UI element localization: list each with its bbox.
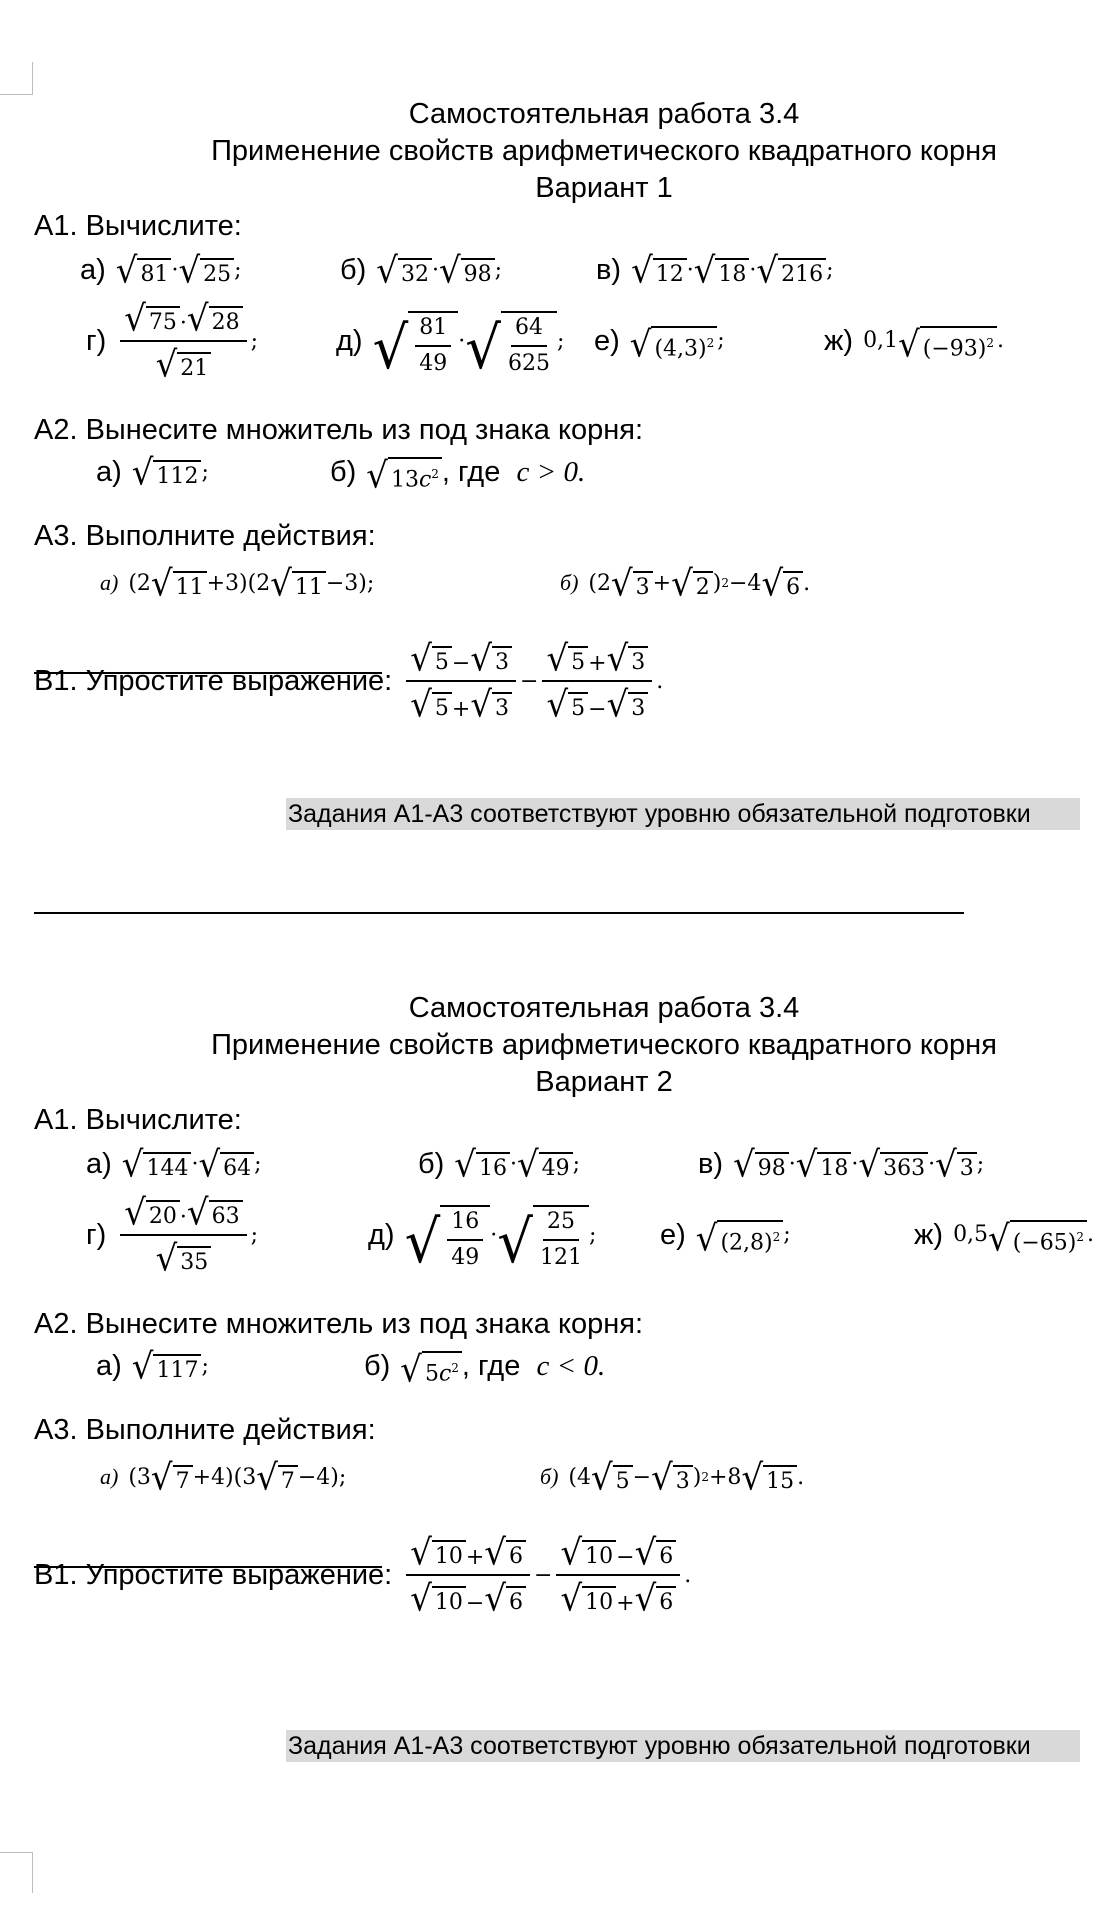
v2-a2-row bbox=[34, 1343, 1080, 1392]
v1-a1-d-expr: √ $\frac{81}{49}$ · √ $\frac{64}{625}$ ; bbox=[373, 305, 565, 377]
v2-a1-g: г) √ 20 · √ 63 √ 35 ; bbox=[86, 1192, 259, 1280]
v1-a3-a: а) (2 √ 11 +3)(2 √ 11 −3); bbox=[100, 563, 375, 605]
v2-a1-heading: А1. Вычислите: bbox=[34, 1104, 242, 1136]
v1-a3-a-expr: (2 √ 11 +3)(2 √ 11 −3); bbox=[128, 563, 375, 605]
v1-a1-g: г) √ 75 · √ 28 √ 21 ; bbox=[86, 298, 259, 386]
variant-1-title-line2: Применение свойств арифметического квадратного корня bbox=[211, 135, 997, 167]
v2-a2-a-expr: √ 117 ; bbox=[131, 1346, 209, 1388]
v1-a1-e: е) √ $(4,3)^2$ ; bbox=[594, 293, 725, 389]
v1-a1-b-expr: √ 32 · √ 98 ; bbox=[376, 250, 503, 292]
v1-a2-b: б) √ $13c^2$ , где c > 0. bbox=[330, 449, 585, 495]
page-corner-mark-top bbox=[0, 62, 33, 95]
v2-a2-b-expr: √ $5c^2$ bbox=[400, 1345, 462, 1387]
variant-1 bbox=[34, 96, 1080, 828]
v1-a1-v: в) √ 12 · √ 18 · √ 216 ; bbox=[596, 250, 834, 292]
v1-a2-row bbox=[34, 449, 1080, 498]
variant-2-title-line3: Вариант 2 bbox=[535, 1066, 673, 1098]
v2-a1-v: в) √ 98 · √ 18 · √ 363 · √ 3 ; bbox=[698, 1144, 985, 1186]
v2-a1-b: б) √ 16 · √ 49 ; bbox=[418, 1144, 581, 1186]
v2-a3-b-expr: (4 √ 5 − √ 3 ) 2 +8 √ 15 . bbox=[568, 1457, 805, 1499]
v2-a1-b-expr: √ 16 · √ 49 ; bbox=[454, 1144, 581, 1186]
variant-2-title-line1: Самостоятельная работа 3.4 bbox=[408, 992, 800, 1024]
variant-2-title-line2: Применение свойств арифметического квадратного корня bbox=[211, 1029, 997, 1061]
v1-a2-b-condition: c > 0. bbox=[516, 455, 586, 488]
v2-a1-d: д) √ $\frac{16}{49}$ · √ $\frac{25}{121}$ ; bbox=[368, 1187, 596, 1283]
v1-a3-b-expr: (2 √ 3 + √ 2 ) 2 −4 √ 6 . bbox=[588, 563, 811, 605]
v1-a1-e-expr: √ $(4,3)^2$ ; bbox=[629, 324, 725, 367]
v1-b1-row bbox=[34, 633, 1080, 729]
v2-a3-row bbox=[34, 1449, 1080, 1505]
v1-a2-heading: А2. Вынесите множитель из под знака корня: bbox=[34, 414, 644, 446]
v2-a2-b-suffix: , где bbox=[461, 1349, 521, 1382]
v2-b1-heading: В1. Упростите выражение: bbox=[34, 1558, 393, 1591]
v1-a1-a: а) √ 81 · √ 25 ; bbox=[80, 250, 242, 292]
v1-b1 bbox=[34, 633, 663, 729]
v2-a2-heading: А2. Вынесите множитель из под знака корня: bbox=[34, 1308, 644, 1340]
v2-level-note: Задания А1-А3 соответствуют уровню обязательной подготовки bbox=[286, 1730, 1080, 1762]
v2-b1 bbox=[34, 1527, 691, 1623]
v2-a3-b: б) (4 √ 5 − √ 3 ) 2 +8 √ 15 . bbox=[540, 1457, 805, 1499]
v2-a1-e: е) √ $(2,8)^2$ ; bbox=[660, 1187, 791, 1283]
variant-1-title-line1: Самостоятельная работа 3.4 bbox=[408, 98, 800, 130]
v2-a1-zh-expr: 0,5 √ $(-65)^2$ . bbox=[953, 1218, 1094, 1261]
variant-divider-line bbox=[34, 912, 964, 914]
v2-a1-v-expr: √ 98 · √ 18 · √ 363 · √ 3 ; bbox=[733, 1144, 985, 1186]
variant-2 bbox=[34, 990, 1094, 1760]
v1-a1-g-expr: √ 75 · √ 28 √ 21 ; bbox=[116, 300, 258, 382]
variant-1-title-line3: Вариант 1 bbox=[535, 172, 673, 204]
v1-a1-row2 bbox=[34, 293, 1080, 389]
v1-a1-a-expr: √ 81 · √ 25 ; bbox=[115, 250, 242, 292]
v1-a1-b: б) √ 32 · √ 98 ; bbox=[340, 250, 503, 292]
v1-a3-heading: А3. Выполните действия: bbox=[34, 520, 376, 552]
v2-a1-zh: ж) 0,5 √ $(-65)^2$ . bbox=[914, 1187, 1094, 1283]
v2-a2-a: а) √ 117 ; bbox=[96, 1346, 209, 1388]
v2-a1-e-expr: √ $(2,8)^2$ ; bbox=[695, 1218, 791, 1261]
v2-a1-row2 bbox=[34, 1187, 1094, 1283]
v2-a3-heading: А3. Выполните действия: bbox=[34, 1414, 376, 1446]
v2-b1-row bbox=[34, 1527, 1080, 1623]
v2-a2-b-condition: c < 0. bbox=[536, 1349, 606, 1382]
v1-a2-b-expr: √ $13c^2$ bbox=[366, 451, 442, 493]
v1-a3-row bbox=[34, 555, 1080, 611]
v1-b1-heading: В1. Упростите выражение: bbox=[34, 664, 393, 697]
v2-b1-expr: √ 10 + √ 6 √ 10 − √ 6 − √ 10 − √ 6 √ 10 + √ 6 . bbox=[402, 1534, 691, 1616]
v1-b1-expr: √ 5 − √ 3 √ 5 + √ 3 − √ 5 + √ 3 √ 5 − √ 3 . bbox=[402, 640, 663, 722]
v2-a2-b: б) √ $5c^2$ , где c < 0. bbox=[364, 1343, 605, 1389]
v1-a3-b: б) (2 √ 3 + √ 2 ) 2 −4 √ 6 . bbox=[560, 563, 811, 605]
v1-a2-b-suffix: , где bbox=[441, 455, 501, 488]
v2-a1-a: а) √ 144 · √ 64 ; bbox=[86, 1144, 262, 1186]
v1-a1-heading: А1. Вычислите: bbox=[34, 210, 242, 242]
v1-a1-v-expr: √ 12 · √ 18 · √ 216 ; bbox=[631, 250, 834, 292]
v2-a1-a-expr: √ 144 · √ 64 ; bbox=[121, 1144, 262, 1186]
v2-a1-row1 bbox=[34, 1141, 1080, 1187]
v1-a2-a-expr: √ 112 ; bbox=[131, 452, 209, 494]
v1-a1-zh: ж) 0,1 √ $(-93)^2$ . bbox=[824, 293, 1004, 389]
v1-level-note: Задания А1-А3 соответствуют уровню обязательной подготовки bbox=[286, 798, 1080, 830]
v2-a3-a-expr: (3 √ 7 +4)(3 √ 7 −4); bbox=[128, 1457, 347, 1499]
v1-a1-d: д) √ $\frac{81}{49}$ · √ $\frac{64}{625}$ ; bbox=[336, 293, 564, 389]
v2-a1-g-expr: √ 20 · √ 63 √ 35 ; bbox=[116, 1194, 258, 1276]
page-corner-mark-bottom bbox=[0, 1852, 33, 1893]
v2-a3-a: а) (3 √ 7 +4)(3 √ 7 −4); bbox=[100, 1457, 347, 1499]
v2-a1-d-expr: √ $\frac{16}{49}$ · √ $\frac{25}{121}$ ; bbox=[405, 1199, 597, 1271]
v1-a2-a: а) √ 112 ; bbox=[96, 452, 209, 494]
v1-a1-zh-expr: 0,1 √ $(-93)^2$ . bbox=[863, 324, 1004, 367]
v1-a1-row1 bbox=[34, 247, 1080, 293]
